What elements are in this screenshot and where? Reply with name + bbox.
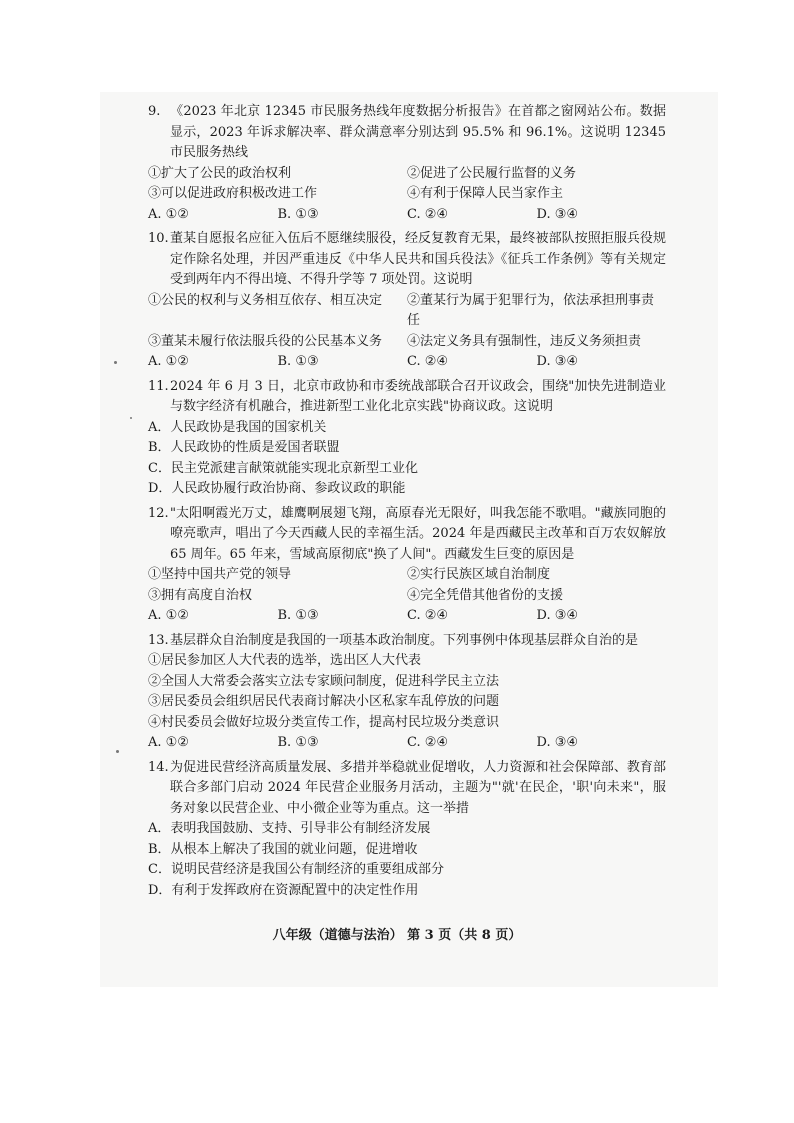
choice: C. ②④ [407, 735, 449, 750]
statement-list [148, 291, 666, 353]
choice: D. ③④ [536, 354, 579, 369]
question-number: 11. [148, 378, 169, 394]
statement: ③居民委员会组织居民代表商讨解决小区私家车乱停放的问题 [148, 694, 500, 709]
question-stem [148, 102, 666, 164]
scan-speck [130, 417, 132, 419]
question-text: 2024 年 6 月 3 日，北京市政协和市委统战部联合召开议政会，围绕"加快先进制造业与数字经济有机融合，推进新型工业化北京实践"协商议政。这说明 [170, 378, 666, 414]
choice: A. ①② [148, 608, 189, 623]
option: C．说明民营经济是我国公有制经济的重要组成部分 [148, 862, 444, 877]
choice: B. ①③ [277, 735, 319, 750]
choice: D. ③④ [536, 206, 579, 222]
choice: C. ②④ [407, 206, 449, 222]
question-text: 基层群众自治制度是我国的一项基本政治制度。下列事例中体现基层群众自治的是 [170, 632, 639, 648]
statement: ②促进了公民履行监督的义务 [407, 165, 577, 181]
choice-row [148, 352, 666, 373]
question-10 [148, 229, 666, 373]
question-9 [148, 102, 666, 225]
choice-row [148, 733, 666, 754]
question-stem [148, 631, 666, 652]
statement: ④村民委员会做好垃圾分类宣传工作，提高村民垃圾分类意识 [148, 714, 500, 730]
question-text: 为促进民营经济高质量发展、多措并举稳就业促增收，人力资源和社会保障部、教育部联合多部门启动 2024 年民营企业服务月活动，主题为"'就'在民企，'职'向未来"，服务对象以民营企业、中小微企业等为重点。这一举措 [170, 759, 666, 816]
choice-row [148, 606, 666, 627]
question-stem [148, 504, 666, 566]
question-12 [148, 504, 666, 627]
statement: ①坚持中国共产党的领导 [148, 567, 292, 582]
choice: A. ①② [148, 354, 189, 369]
option: A．人民政协是我国的国家机关 [148, 419, 327, 435]
statement: ④法定义务具有强制性，违反义务须担责 [407, 333, 642, 349]
option: D．有利于发挥政府在资源配置中的决定性作用 [148, 882, 419, 898]
scan-speck [114, 361, 117, 364]
choice: C. ②④ [407, 354, 449, 369]
statement: ②全国人大常委会落实立法专家顾问制度，促进科学民主立法 [148, 673, 500, 689]
statement: ③拥有高度自治权 [148, 587, 253, 603]
question-text: 董某自愿报名应征入伍后不愿继续服役，经反复教育无果，最终被部队按照拒服兵役规定作除名处理，并因严重违反《中华人民共和国兵役法》《征兵工作条例》等有关规定受到两年内不得出境、不得升学等 7 项处罚。这说明 [170, 231, 666, 287]
choice: B. ①③ [277, 608, 319, 623]
option-list [148, 418, 666, 500]
statement: ②董某行为属于犯罪行为，依法承担刑事责任 [407, 292, 655, 328]
statement: ①扩大了公民的政治权利 [148, 165, 292, 181]
question-number: 10. [148, 231, 169, 246]
statement-list [148, 565, 666, 606]
option-list [148, 819, 666, 901]
exam-page [148, 102, 666, 905]
question-number: 13. [148, 632, 169, 648]
statement-list [148, 164, 666, 205]
choice: B. ①③ [277, 354, 319, 369]
option: B．从根本上解决了我国的就业问题，促进增收 [148, 841, 418, 857]
question-stem [148, 229, 666, 291]
question-14 [148, 758, 666, 902]
question-stem [148, 377, 666, 418]
choice: C. ②④ [407, 608, 449, 623]
option: B．人民政协的性质是爱国者联盟 [148, 440, 340, 455]
option: D．人民政协履行政治协商、参政议政的职能 [148, 481, 406, 496]
statement: ③可以促进政府积极改进工作 [148, 186, 318, 201]
question-text: 《2023 年北京 12345 市民服务热线年度数据分析报告》在首都之窗网站公布。数据显示，2023 年诉求解决率、群众满意率分别达到 95.5% 和 96.1%。这说明 12345 市民服务热线 [170, 104, 666, 160]
choice: B. ①③ [277, 206, 319, 222]
choice: A. ①② [148, 735, 189, 750]
question-13 [148, 631, 666, 754]
question-number: 9. [148, 104, 161, 119]
question-11 [148, 377, 666, 500]
choice: A. ①② [148, 206, 189, 222]
question-text: "太阳啊霞光万丈，雄鹰啊展翅飞翔，高原春光无限好，叫我怎能不歌唱。"藏族同胞的嘹亮歌声，唱出了今天西藏人民的幸福生活。2024 年是西藏民主改革和百万农奴解放 65 周年。65 年来，雪域高原彻底"换了人间"。西藏发生巨变的原因是 [170, 505, 666, 562]
statement: ①居民参加区人大代表的选举，选出区人大代表 [148, 653, 422, 668]
option: C．民主党派建言献策就能实现北京新型工业化 [148, 460, 418, 476]
choice: D. ③④ [536, 735, 579, 750]
statement: ④完全凭借其他省份的支援 [407, 587, 564, 603]
scan-speck [116, 750, 119, 753]
question-stem [148, 758, 666, 820]
page-footer: 八年级（道德与法治） 第 3 页（共 8 页） [272, 928, 522, 943]
question-number: 12. [148, 505, 169, 521]
statement: ③董某未履行依法服兵役的公民基本义务 [148, 333, 383, 349]
statement-list [148, 651, 666, 733]
statement: ②实行民族区域自治制度 [407, 567, 551, 582]
choice: D. ③④ [536, 608, 579, 623]
statement: ④有利于保障人民当家作主 [407, 186, 564, 201]
choice-row [148, 205, 666, 226]
option: A．表明我国鼓励、支持、引导非公有制经济发展 [148, 821, 431, 836]
statement: ①公民的权利与义务相互依存、相互决定 [148, 292, 383, 308]
question-number: 14. [148, 759, 169, 775]
